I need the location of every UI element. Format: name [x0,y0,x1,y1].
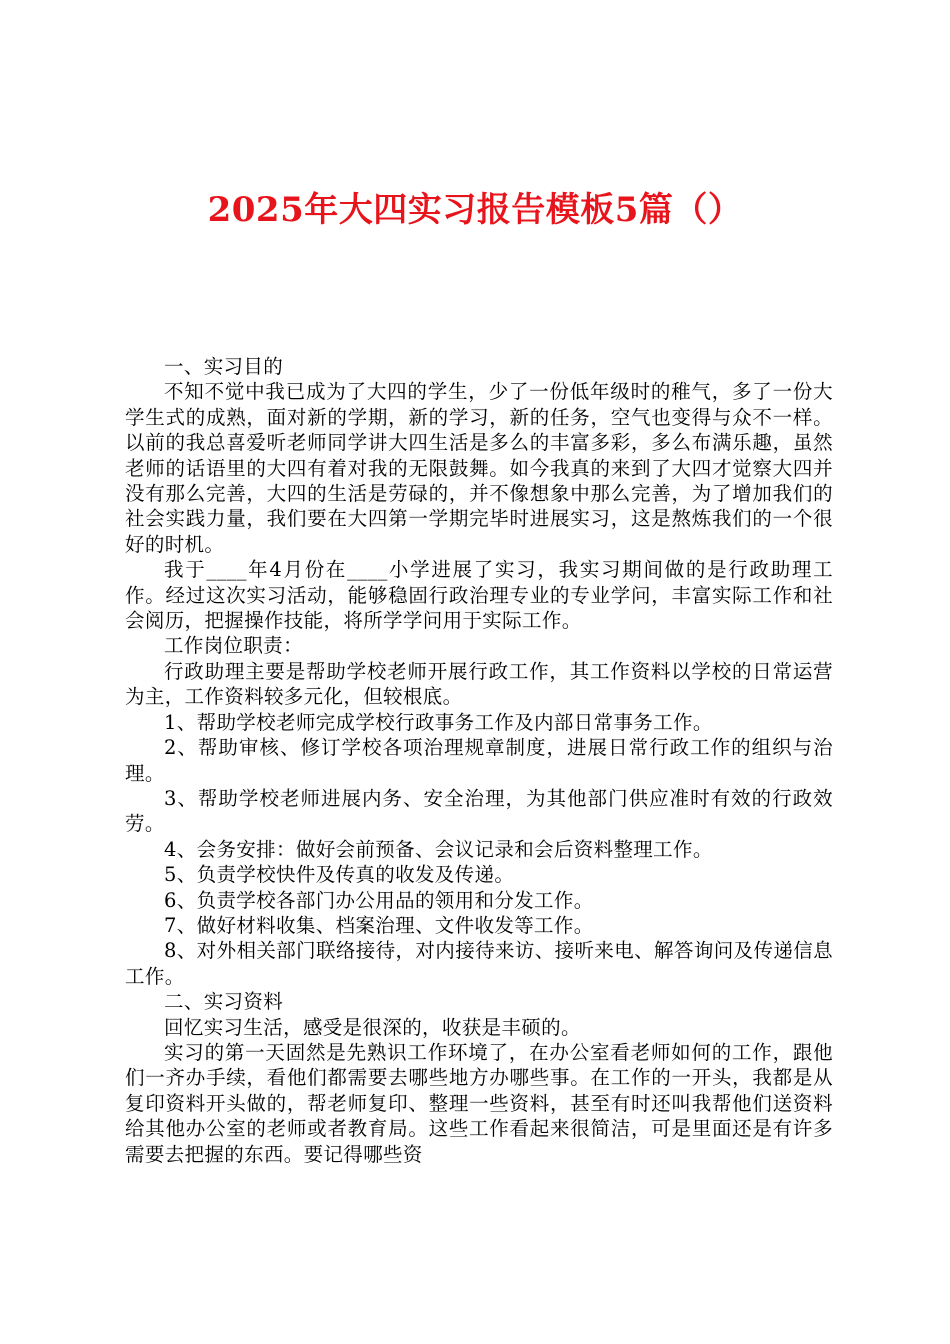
subheading-duties: 工作岗位职责： [164,634,303,658]
duty-item: 3、帮助学校老师进展内务、安全治理，为其他部门供应准时有效的行政效劳。 [125,786,833,836]
duty-item: 6、负责学校各部门办公用品的领用和分发工作。 [164,888,594,912]
document-body [125,354,833,1167]
duty-item: 2、帮助审核、修订学校各项治理规章制度，进展日常行政工作的组织与治理。 [125,736,833,785]
duty-item: 1、帮助学校老师完成学校行政事务工作及内部日常事务工作。 [164,710,713,734]
duty-item: 8、对外相关部门联络接待，对内接待来访、接听来电、解答询问及传递信息工作。 [125,939,833,988]
duty-item: 7、做好材料收集、档案治理、文件收发等工作。 [164,913,594,937]
body-paragraph: 实习的第一天固然是先熟识工作环境了，在办公室看老师如何的工作，跟他们一齐办手续，看他们都需要去哪些地方办哪些事。在工作的一开头，我都是从复印资料开头做的，帮老师复印、整理一些资料，甚至有时还叫我帮他们送资料给其他办公室的老师或者教育局。这些工作看起来很简洁，可是里面还是有许多需要去把握的东西。要记得哪些资 [125,1040,833,1166]
duty-item: 4、会务安排：做好会前预备、会议记录和会后资料整理工作。 [164,837,713,861]
document-title: 2025年大四实习报告模板5篇（） [207,190,743,230]
body-paragraph: 我于____年4月份在____小学进展了实习，我实习期间做的是行政助理工作。经过这次实习活动，能够稳固行政治理专业的专业学问，丰富实际工作和社会阅历，把握操作技能，将所学学问用于实际工作。 [125,558,833,633]
body-paragraph: 回忆实习生活，感受是很深的，收获是丰硕的。 [164,1015,581,1039]
section-heading-content: 二、实习资料 [164,990,284,1014]
section-heading-purpose: 一、实习目的 [164,355,284,378]
body-paragraph: 行政助理主要是帮助学校老师开展行政工作，其工作资料以学校的日常运营为主，工作资料较多元化，但较根底。 [125,659,833,709]
body-paragraph: 不知不觉中我已成为了大四的学生，少了一份低年级时的稚气，多了一份大学生式的成熟，面对新的学期，新的学习，新的任务，空气也变得与众不一样。以前的我总喜爱听老师同学讲大四生活是多么的丰富多彩，多么布满乐趣，虽然老师的话语里的大四有着对我的无限鼓舞。如今我真的来到了大四才觉察大四并没有那么完善，大四的生活是劳碌的，并不像想象中那么完善，为了增加我们的社会实践力量，我们要在大四第一学期完毕时进展实习，这是熬炼我们的一个很好的时机。 [125,380,833,556]
duty-item: 5、负责学校快件及传真的收发及传递。 [164,863,515,887]
